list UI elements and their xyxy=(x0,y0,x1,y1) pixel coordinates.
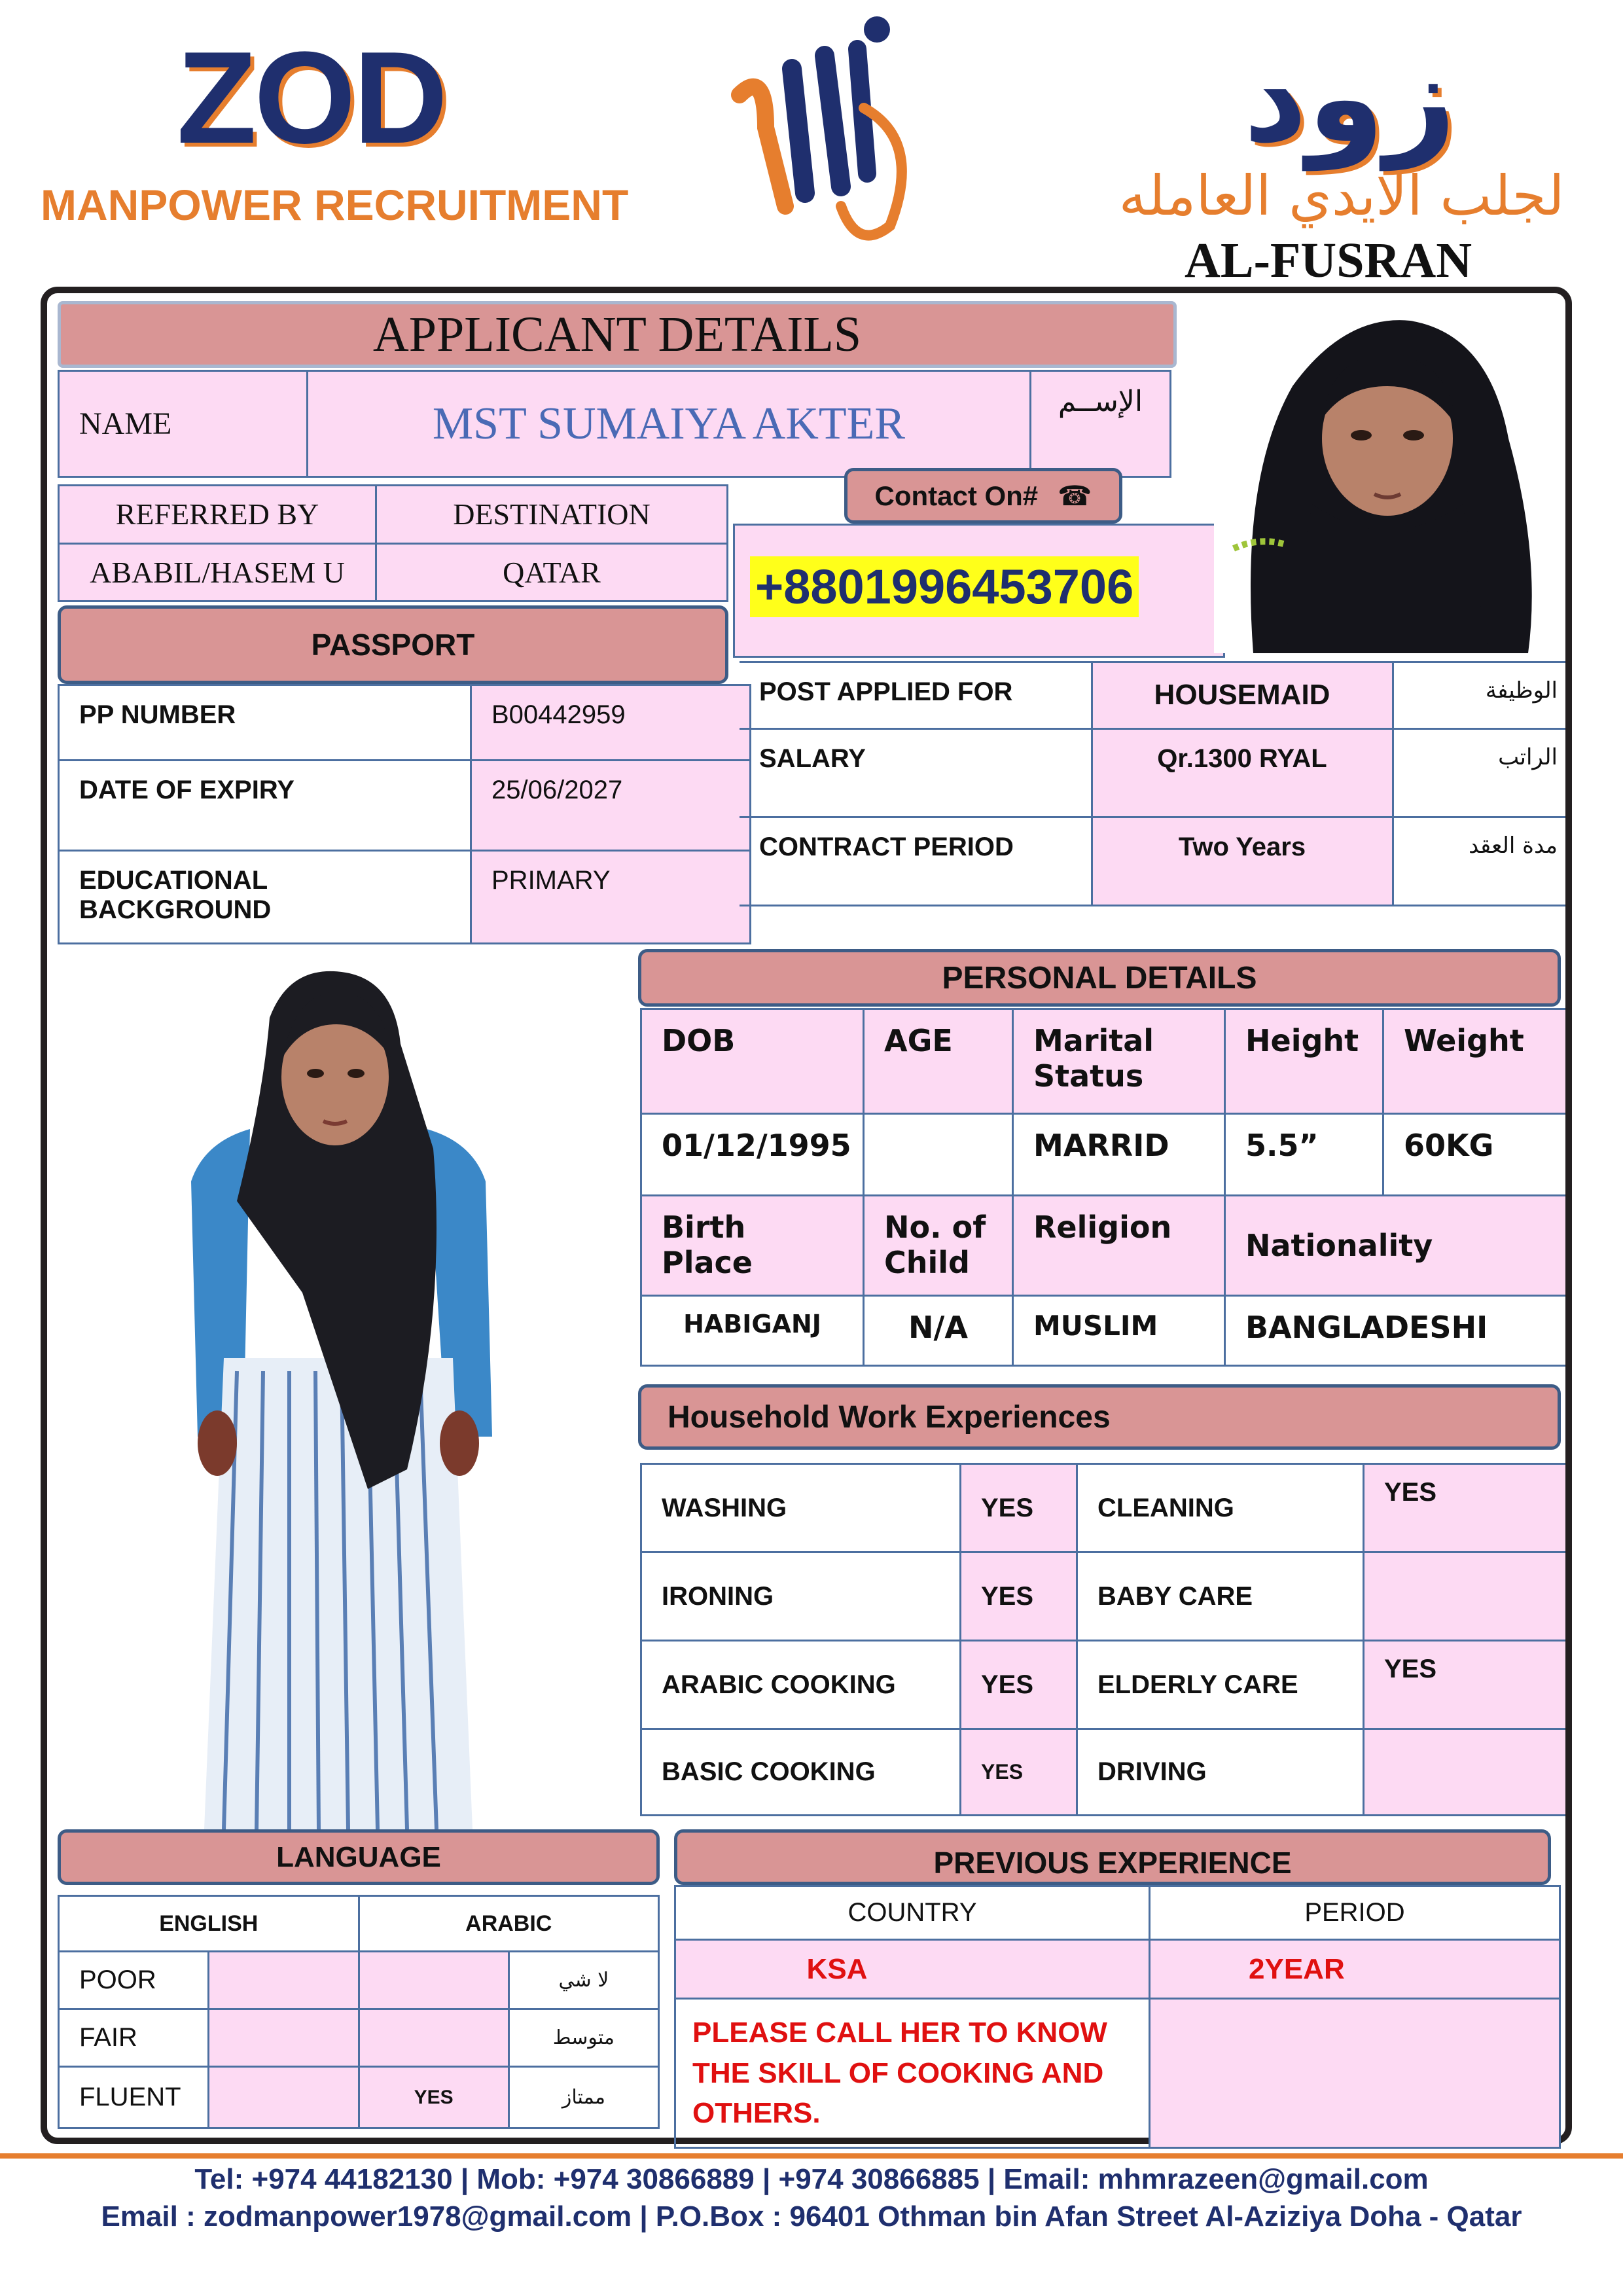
household-item-ironing: IRONING xyxy=(641,1552,961,1641)
contact-phone[interactable]: +8801996453706 xyxy=(750,556,1139,617)
destination-label: DESTINATION xyxy=(376,486,728,544)
nationality-label: Nationality xyxy=(1225,1196,1566,1296)
language-level-poor: POOR xyxy=(59,1952,209,2009)
language-col-arabic: ARABIC xyxy=(359,1896,659,1952)
al-fusran-text: AL-FUSRAN xyxy=(1185,233,1472,288)
personal-table xyxy=(640,1008,1565,1367)
brand-arabic-tagline: لجلب الايدي العامله xyxy=(1118,164,1565,228)
phone-icon: ☎ xyxy=(1058,480,1092,512)
brand-subtitle: MANPOWER RECRUITMENT xyxy=(41,181,629,229)
weight-value: 60KG xyxy=(1383,1114,1566,1196)
marital-value: MARRID xyxy=(1013,1114,1225,1196)
previous-experience-table xyxy=(674,1885,1561,2149)
nationality-value: BANGLADESHI xyxy=(1225,1296,1566,1366)
children-label: No. of Child xyxy=(864,1196,1013,1296)
contact-label: Contact On# xyxy=(874,480,1039,511)
education-value: PRIMARY xyxy=(471,851,751,944)
household-value-basic-cooking: YES xyxy=(961,1729,1077,1816)
children-value: N/A xyxy=(864,1296,1013,1366)
language-arabic-poor xyxy=(359,1952,508,2009)
post-label: POST APPLIED FOR xyxy=(740,662,1092,729)
applicant-details-header xyxy=(58,301,1177,368)
language-english-fluent xyxy=(209,2067,359,2128)
previous-experience-title: PREVIOUS EXPERIENCE xyxy=(933,1846,1292,1880)
footer-contact-line: Tel: +974 44182130 | Mob: +974 30866889 | +974 30866885 | Email: mhmrazeen@gmail.com xyxy=(194,2163,1429,2195)
expiry-label: DATE OF EXPIRY xyxy=(59,761,471,851)
brand-logo-text: ZOD xyxy=(177,25,446,171)
language-arabic-fluent: YES xyxy=(359,2067,508,2128)
brand-arabic-name: زود xyxy=(1243,26,1456,170)
contact-header xyxy=(844,468,1122,524)
referred-by-value: ABABIL/HASEM U xyxy=(59,543,376,601)
destination-value: QATAR xyxy=(376,543,728,601)
language-table xyxy=(58,1895,660,2129)
passport-table xyxy=(58,684,751,944)
post-value: HOUSEMAID xyxy=(1092,662,1393,729)
previous-col-period: PERIOD xyxy=(1150,1886,1560,1940)
household-item-cleaning: CLEANING xyxy=(1077,1464,1364,1552)
salary-value: Qr.1300 RYAL xyxy=(1092,729,1393,817)
salary-label: SALARY xyxy=(740,729,1092,817)
language-level-fair: FAIR xyxy=(59,2009,209,2067)
applicant-full-photo xyxy=(171,965,505,1829)
language-arabic-label-poor: لا شي xyxy=(508,1952,658,2009)
previous-note-empty-cell xyxy=(1150,1999,1560,2148)
household-value-arabic-cooking: YES xyxy=(961,1641,1077,1729)
age-value xyxy=(864,1114,1013,1196)
language-col-english: ENGLISH xyxy=(59,1896,359,1952)
birth-place-label: Birth Place xyxy=(641,1196,864,1296)
household-item-elderly-care: ELDERLY CARE xyxy=(1077,1641,1364,1729)
job-table xyxy=(740,661,1565,906)
post-arabic: الوظيفة xyxy=(1393,662,1565,729)
household-value-ironing: YES xyxy=(961,1552,1077,1641)
brand-logo-icon xyxy=(726,10,929,252)
language-arabic-fair xyxy=(359,2009,508,2067)
birth-place-value: HABIGANJ xyxy=(641,1296,864,1366)
household-value-baby-care xyxy=(1364,1552,1566,1641)
passport-header xyxy=(58,605,728,684)
language-arabic-label-fluent: ممتاز xyxy=(508,2067,658,2128)
height-value: 5.5” xyxy=(1225,1114,1383,1196)
footer-address-line: Email : zodmanpower1978@gmail.com | P.O.Box : 96401 Othman bin Afan Street Al-Aziziya Doha - Qatar xyxy=(101,2200,1522,2233)
contract-value: Two Years xyxy=(1092,817,1393,906)
household-item-washing: WASHING xyxy=(641,1464,961,1552)
previous-experience-header xyxy=(674,1829,1551,1885)
previous-period-value: 2YEAR xyxy=(1150,1940,1560,1999)
name-label: NAME xyxy=(59,371,308,477)
previous-country-value: KSA xyxy=(675,1940,1150,1999)
age-label: AGE xyxy=(864,1009,1013,1114)
weight-label: Weight xyxy=(1383,1009,1566,1114)
household-value-driving xyxy=(1364,1729,1566,1816)
household-item-basic-cooking: BASIC COOKING xyxy=(641,1729,961,1816)
household-value-elderly-care: YES xyxy=(1364,1641,1566,1729)
language-english-fair xyxy=(209,2009,359,2067)
household-value-washing: YES xyxy=(961,1464,1077,1552)
religion-value: MUSLIM xyxy=(1013,1296,1225,1366)
name-value: MST SUMAIYA AKTER xyxy=(308,371,1031,477)
referral-table xyxy=(58,484,728,602)
salary-arabic: الراتب xyxy=(1393,729,1565,817)
household-value-cleaning: YES xyxy=(1364,1464,1566,1552)
education-label: EDUCATIONAL BACKGROUND xyxy=(59,851,471,944)
personal-details-title: PERSONAL DETAILS xyxy=(942,960,1257,996)
language-header xyxy=(58,1829,660,1885)
name-table xyxy=(58,370,1171,478)
expiry-value: 25/06/2027 xyxy=(471,761,751,851)
height-label: Height xyxy=(1225,1009,1383,1114)
household-item-arabic-cooking: ARABIC COOKING xyxy=(641,1641,961,1729)
contract-arabic: مدة العقد xyxy=(1393,817,1565,906)
household-table xyxy=(640,1463,1565,1816)
applicant-details-title: APPLICANT DETAILS xyxy=(372,306,862,362)
referred-by-label: REFERRED BY xyxy=(59,486,376,544)
dob-value: 01/12/1995 xyxy=(641,1114,864,1196)
previous-note: PLEASE CALL HER TO KNOW THE SKILL OF COOKING AND OTHERS. xyxy=(675,1999,1150,2148)
marital-label: Marital Status xyxy=(1013,1009,1225,1114)
previous-col-country: COUNTRY xyxy=(675,1886,1150,1940)
household-item-baby-care: BABY CARE xyxy=(1077,1552,1364,1641)
pp-number-value: B00442959 xyxy=(471,685,751,761)
household-item-driving: DRIVING xyxy=(1077,1729,1364,1816)
footer-divider xyxy=(0,2153,1623,2159)
household-header xyxy=(638,1384,1561,1450)
dob-label: DOB xyxy=(641,1009,864,1114)
language-english-poor xyxy=(209,1952,359,2009)
household-title: Household Work Experiences xyxy=(668,1399,1111,1435)
applicant-headshot xyxy=(1214,308,1551,653)
language-title: LANGUAGE xyxy=(276,1840,441,1873)
language-level-fluent: FLUENT xyxy=(59,2067,209,2128)
name-arabic-label: الإســم xyxy=(1031,371,1171,477)
language-arabic-label-fair: متوسط xyxy=(508,2009,658,2067)
personal-details-header xyxy=(638,949,1561,1007)
passport-title: PASSPORT xyxy=(311,628,475,662)
contract-label: CONTRACT PERIOD xyxy=(740,817,1092,906)
pp-number-label: PP NUMBER xyxy=(59,685,471,761)
religion-label: Religion xyxy=(1013,1196,1225,1296)
